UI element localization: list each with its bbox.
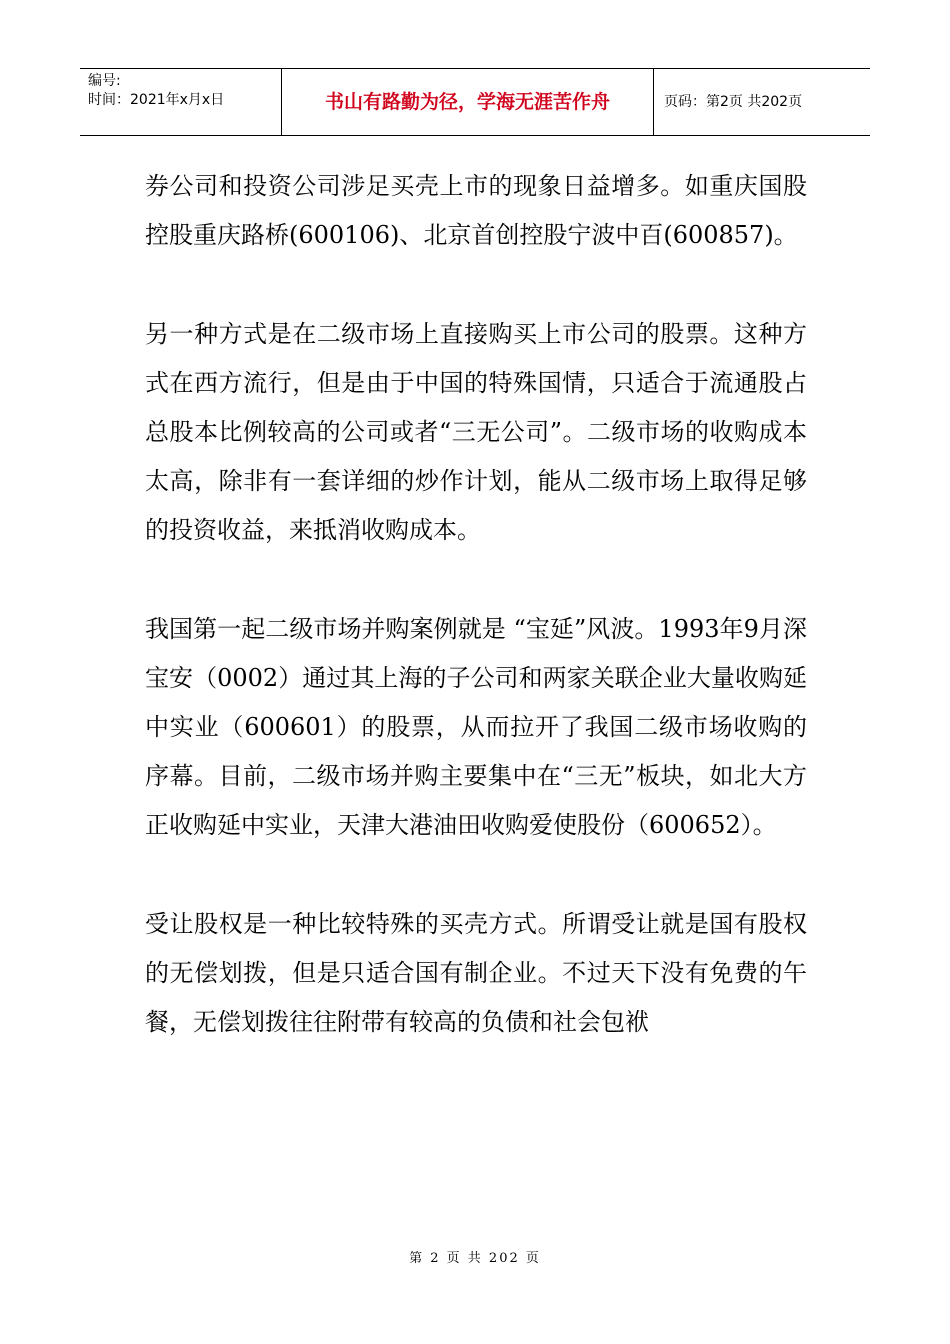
- header-page-info: 页码：第2页 共202页: [664, 94, 803, 110]
- document-number-label: 编号:: [88, 73, 121, 89]
- document-body: [145, 162, 807, 1097]
- body-paragraph: 受让股权是一种比较特殊的买壳方式。所谓受让就是国有股权的无偿划拨，但是只适合国有制企业。不过天下没有免费的午餐，无偿划拨往往附带有较高的负债和社会包袱: [145, 910, 807, 1036]
- body-paragraph: 另一种方式是在二级市场上直接购买上市公司的股票。这种方式在西方流行，但是由于中国的特殊国情，只适合于流通股占总股本比例较高的公司或者“三无公司”。二级市场的收购成本太高，除非有一套详细的炒作计划，能从二级市场上取得足够的投资收益，来抵消收购成本。: [145, 320, 807, 544]
- body-paragraph: 券公司和投资公司涉足买壳上市的现象日益增多。如重庆国股控股重庆路桥(600106)、北京首创控股宁波中百(600857)。: [145, 172, 807, 249]
- body-paragraph: 我国第一起二级市场并购案例就是 “宝延”风波。1993年9月深宝安（0002）通过其上海的子公司和两家关联企业大量收购延中实业（600601）的股票，从而拉开了我国二级市场收购的序幕。目前，二级市场并购主要集中在“三无”板块，如北大方正收购延中实业，天津大港油田收购爱使股份（600652）。: [145, 615, 807, 839]
- header-meta: [80, 69, 282, 135]
- header-slogan: 书山有路勤为径，学海无涯苦作舟: [282, 69, 654, 135]
- page-footer: 第 2 页 共 202 页: [409, 1251, 541, 1266]
- document-date-label: 时间：2021年x月x日: [88, 92, 225, 108]
- page-header: [80, 68, 870, 136]
